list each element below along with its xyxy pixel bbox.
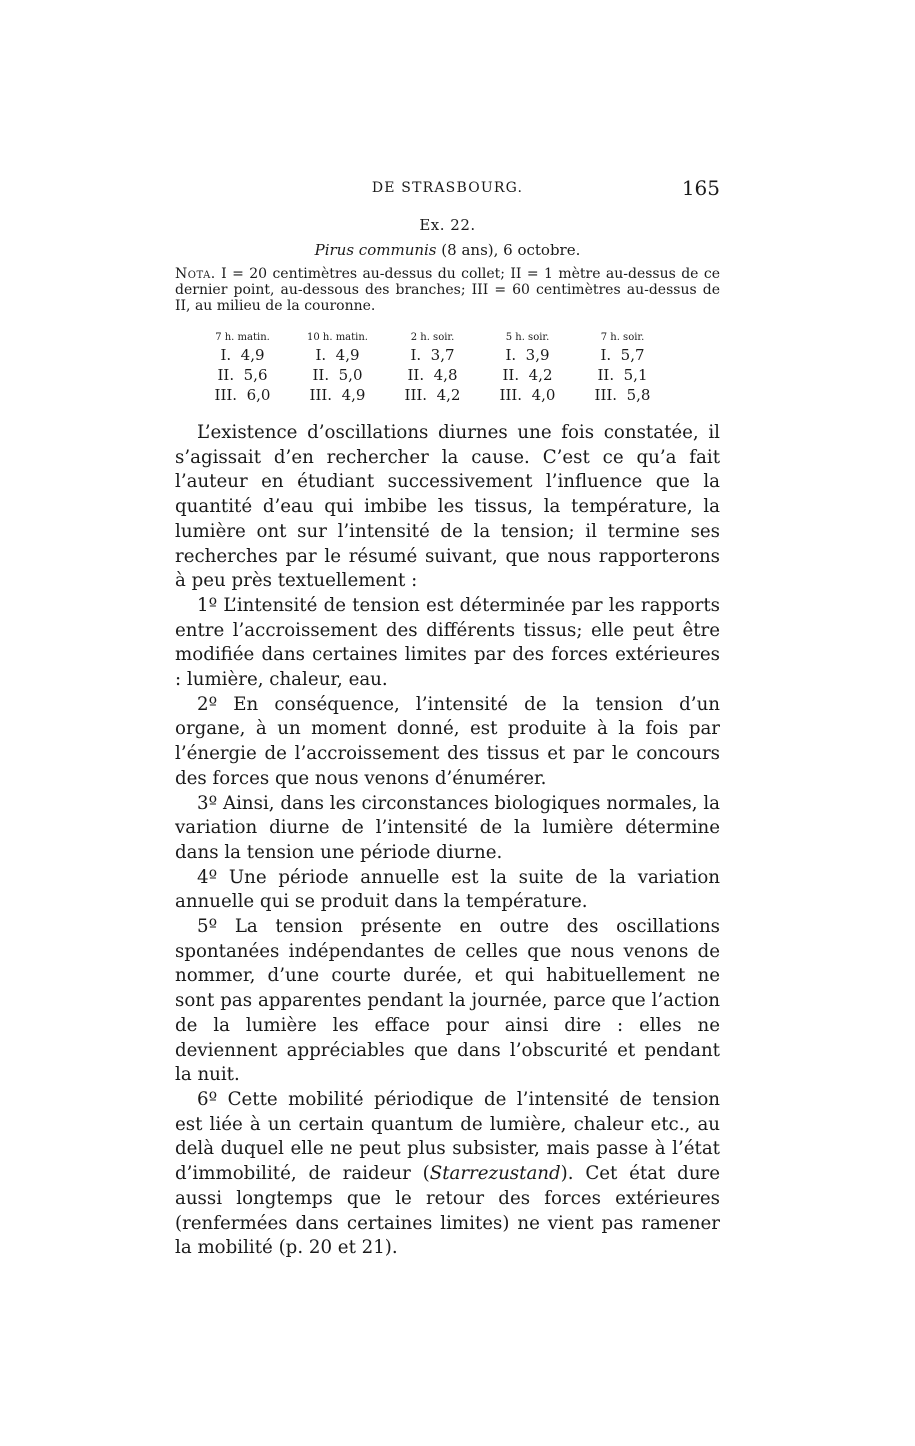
experiment-title: Ex. 22. [419, 216, 476, 234]
measurement-table [195, 332, 695, 406]
table-header-cell: 5 h. soir. [505, 332, 550, 343]
table-row [195, 346, 695, 366]
table-cell: II. 5,6 [217, 366, 268, 384]
table-cell: II. 5,1 [597, 366, 648, 384]
page-header [175, 176, 720, 202]
table-header-row [195, 332, 695, 346]
paragraph: L’existence d’oscillations diurnes une fois constatée, il s’agissait d’en rechercher la cause. C’est ce qu’a fait l’auteur en étudiant successivement l’influence que la quantité d’eau qui imbibe les tissus, la température, la lumière ont sur l’intensité de la tension; il termine ses recherches par le résumé suivant, que nous rapporterons à peu près textuellement : [175, 422, 720, 592]
paragraph: 3º Ainsi, dans les circonstances biologiques normales, la variation diurne de l’intensité de la lumière détermine dans la tension une période diurne. [175, 792, 720, 863]
nota-text: I = 20 centimètres au-dessus du collet; II = 1 mètre au-dessus de ce dernier point, au-dessous des branches; III = 60 centimètres au-dessus de II, au milieu de la couronne. [175, 266, 720, 314]
nota-label: Nota. [175, 266, 216, 282]
paragraph: 4º Une période annuelle est la suite de la variation annuelle qui se produit dans la température. [175, 866, 720, 913]
table-row [195, 386, 695, 406]
table-cell: I. 3,9 [505, 346, 550, 364]
nota-note [175, 266, 720, 314]
table-cell: II. 4,2 [502, 366, 553, 384]
paragraph: 5º La tension présente en outre des oscillations spontanées indépendantes de celles que nous venons de nommer, d’une courte durée, et qui habituellement ne sont pas apparentes pendant la journée, parce que l’action de la lumière les efface pour ainsi dire : elles ne deviennent appréciables que dans l’obscurité et pendant la nuit. [175, 916, 720, 1086]
table-cell: III. 6,0 [214, 386, 271, 404]
species-name: Pirus communis [314, 241, 437, 259]
experiment-subtitle [175, 241, 720, 259]
paragraph: 1º L’intensité de tension est déterminée par les rapports entre l’accroissement des différents tissus; elle peut être modifiée dans certaines limites par des forces extérieures : lumière, chaleur, eau. [175, 594, 720, 691]
table-header-cell: 7 h. matin. [215, 332, 270, 343]
paragraph [175, 1088, 720, 1261]
table-cell: III. 4,2 [404, 386, 461, 404]
table-cell: II. 5,0 [312, 366, 363, 384]
table-cell: I. 4,9 [315, 346, 360, 364]
table-cell: I. 5,7 [600, 346, 645, 364]
paragraph: 2º En conséquence, l’intensité de la tension d’un organe, à un moment donné, est produite à la fois par l’énergie de l’accroissement des tissus et par le concours des forces que nous venons d’énumérer. [175, 693, 720, 789]
running-head: DE STRASBOURG. [371, 180, 524, 196]
experiment-details: (8 ans), 6 octobre. [441, 241, 581, 259]
table-cell: II. 4,8 [407, 366, 458, 384]
table-cell: III. 5,8 [594, 386, 651, 404]
table-row [195, 366, 695, 386]
table-cell: I. 3,7 [410, 346, 455, 364]
page-number: 165 [681, 176, 720, 200]
table-cell: I. 4,9 [220, 346, 265, 364]
table-header-cell: 2 h. soir. [410, 332, 455, 343]
table-header-cell: 7 h. soir. [600, 332, 645, 343]
table-cell: III. 4,0 [499, 386, 556, 404]
paragraph-text: 6º Cette mobilité périodique de l’intensité de tension est liée à un certain quantum de lumière, chaleur etc., au delà duquel elle ne peut plus subsister, mais passe à l’état d’immobilité, de raideur ( [175, 1088, 720, 1185]
table-cell: III. 4,9 [309, 386, 366, 404]
italic-term: Starrezustand [429, 1163, 561, 1185]
paragraph-text: ). Cet état dure aussi longtemps que le retour des forces extérieures (renfermées dans certaines limites) ne vient pas ramener la mobilité (p. 20 et 21). [175, 1163, 720, 1259]
table-header-cell: 10 h. matin. [307, 332, 368, 343]
body-text [175, 421, 720, 1261]
